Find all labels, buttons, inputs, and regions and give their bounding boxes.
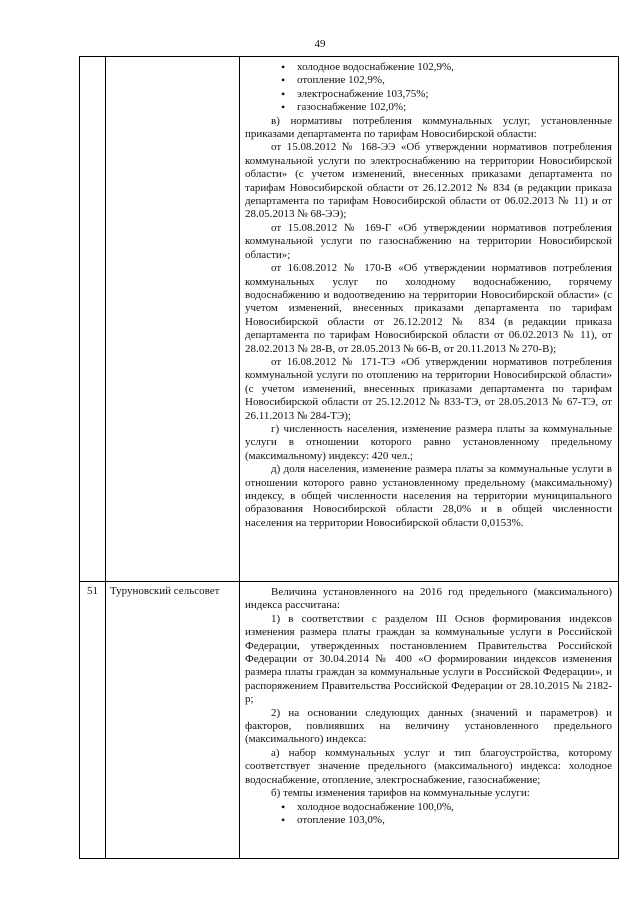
row-number-cell: 51 xyxy=(80,582,106,859)
description-cell xyxy=(240,582,619,859)
table-row xyxy=(80,582,619,859)
paragraph: а) набор коммунальных услуг и тип благоустройства, которому соответствует значение предельного (максимального) индекса: холодное водоснабжение, отопление, электроснабжение, газоснабжение; xyxy=(245,746,612,786)
municipality-name-cell xyxy=(106,57,240,582)
list-item: • электроснабжение 103,75%; xyxy=(297,88,612,101)
list-item: • отопление 102,9%, xyxy=(297,74,612,87)
description-cell xyxy=(240,57,619,582)
paragraph: от 16.08.2012 № 171-ТЭ «Об утверждении нормативов потребления коммунальной услуги по отоплению на территории Новосибирской области» (с учетом изменений, внесенных приказами департамента по тарифам Новосибирской области от 25.12.2012 № 833-ТЭ, от 28.05.2013 № 67-ТЭ, от 26.11.2013 № 284-ТЭ); xyxy=(245,355,612,422)
municipality-name-cell: Туруновский сельсовет xyxy=(106,582,240,859)
tariff-bullet-list xyxy=(245,801,612,828)
list-item: • холодное водоснабжение 100,0%, xyxy=(297,801,612,814)
paragraph: г) численность населения, изменение размера платы за коммунальные услуги в отношении которого равно установленному предельному (максимальному) индексу: 420 чел.; xyxy=(245,422,612,462)
paragraph: б) темпы изменения тарифов на коммунальные услуги: xyxy=(271,787,530,800)
tariff-bullet-list xyxy=(245,61,612,115)
row-number-cell xyxy=(80,57,106,582)
paragraph: в) нормативы потребления коммунальных услуг, установленные приказами департамента по тарифам Новосибирской области: xyxy=(245,114,612,141)
paragraph: Величина установленного на 2016 год предельного (максимального) индекса рассчитана: xyxy=(245,586,612,612)
list-item: • холодное водоснабжение 102,9%, xyxy=(297,61,612,74)
municipal-index-table xyxy=(79,56,619,859)
paragraph: 1) в соответствии с разделом III Основ формирования индексов изменения размера платы граждан за коммунальные услуги в Российской Федерации, утвержденных постановлением Правительства Российской Федерации от 30.04.2014 № 400 «О формировании индексов изменения размера платы граждан за коммунальные услуги в Российской Федерации», и распоряжением Правительства Российской Федерации от 28.10.2015 № 2182-р; xyxy=(245,612,612,706)
paragraph: д) доля населения, изменение размера платы за коммунальные услуги в отношении которого равно установленному предельному (максимальному) индексу, в общей численности населения на территории муниципального образования Новосибирской области 28,0% и в общей численности населения на территории Новосибирской области 0,0153%. xyxy=(245,463,612,529)
list-item: • отопление 103,0%, xyxy=(297,814,612,827)
paragraph: от 16.08.2012 № 170-В «Об утверждении нормативов потребления коммунальных услуг по холодному водоснабжению, горячему водоснабжению и водоотведению на территории Новосибирской области» (с учетом изменений, внесенных приказами департамента по тарифам Новосибирской области от 26.12.2012 № 834 (в редакции приказа департамента по тарифам Новосибирской области от 06.02.2013 № 11), от 28.02.2013 № 28-В, от 28.05.2013 № 66-В, от 20.11.2013 № 270-В); xyxy=(245,262,612,355)
paragraph: от 15.08.2012 № 168-ЭЭ «Об утверждении нормативов потребления коммунальной услуги по электроснабжению на территории Новосибирской области» (с учетом изменений, внесенных приказами департамента по тарифам Новосибирской области от 26.12.2012 № 834 (в редакции приказа департамента по тарифам Новосибирской области от 06.02.2013 № 11) и от 28.05.2013 № 68-ЭЭ); xyxy=(245,141,612,221)
paragraph: 2) на основании следующих данных (значений и параметров) и факторов, повлиявших на величину установленного предельного (максимального) индекса: xyxy=(245,706,612,746)
table-row xyxy=(80,57,619,582)
page-number: 49 xyxy=(314,38,326,50)
paragraph: от 15.08.2012 № 169-Г «Об утверждении нормативов потребления коммунальной услуги по газоснабжению на территории Новосибирской области»; xyxy=(245,221,612,261)
list-item: • газоснабжение 102,0%; xyxy=(297,101,612,114)
